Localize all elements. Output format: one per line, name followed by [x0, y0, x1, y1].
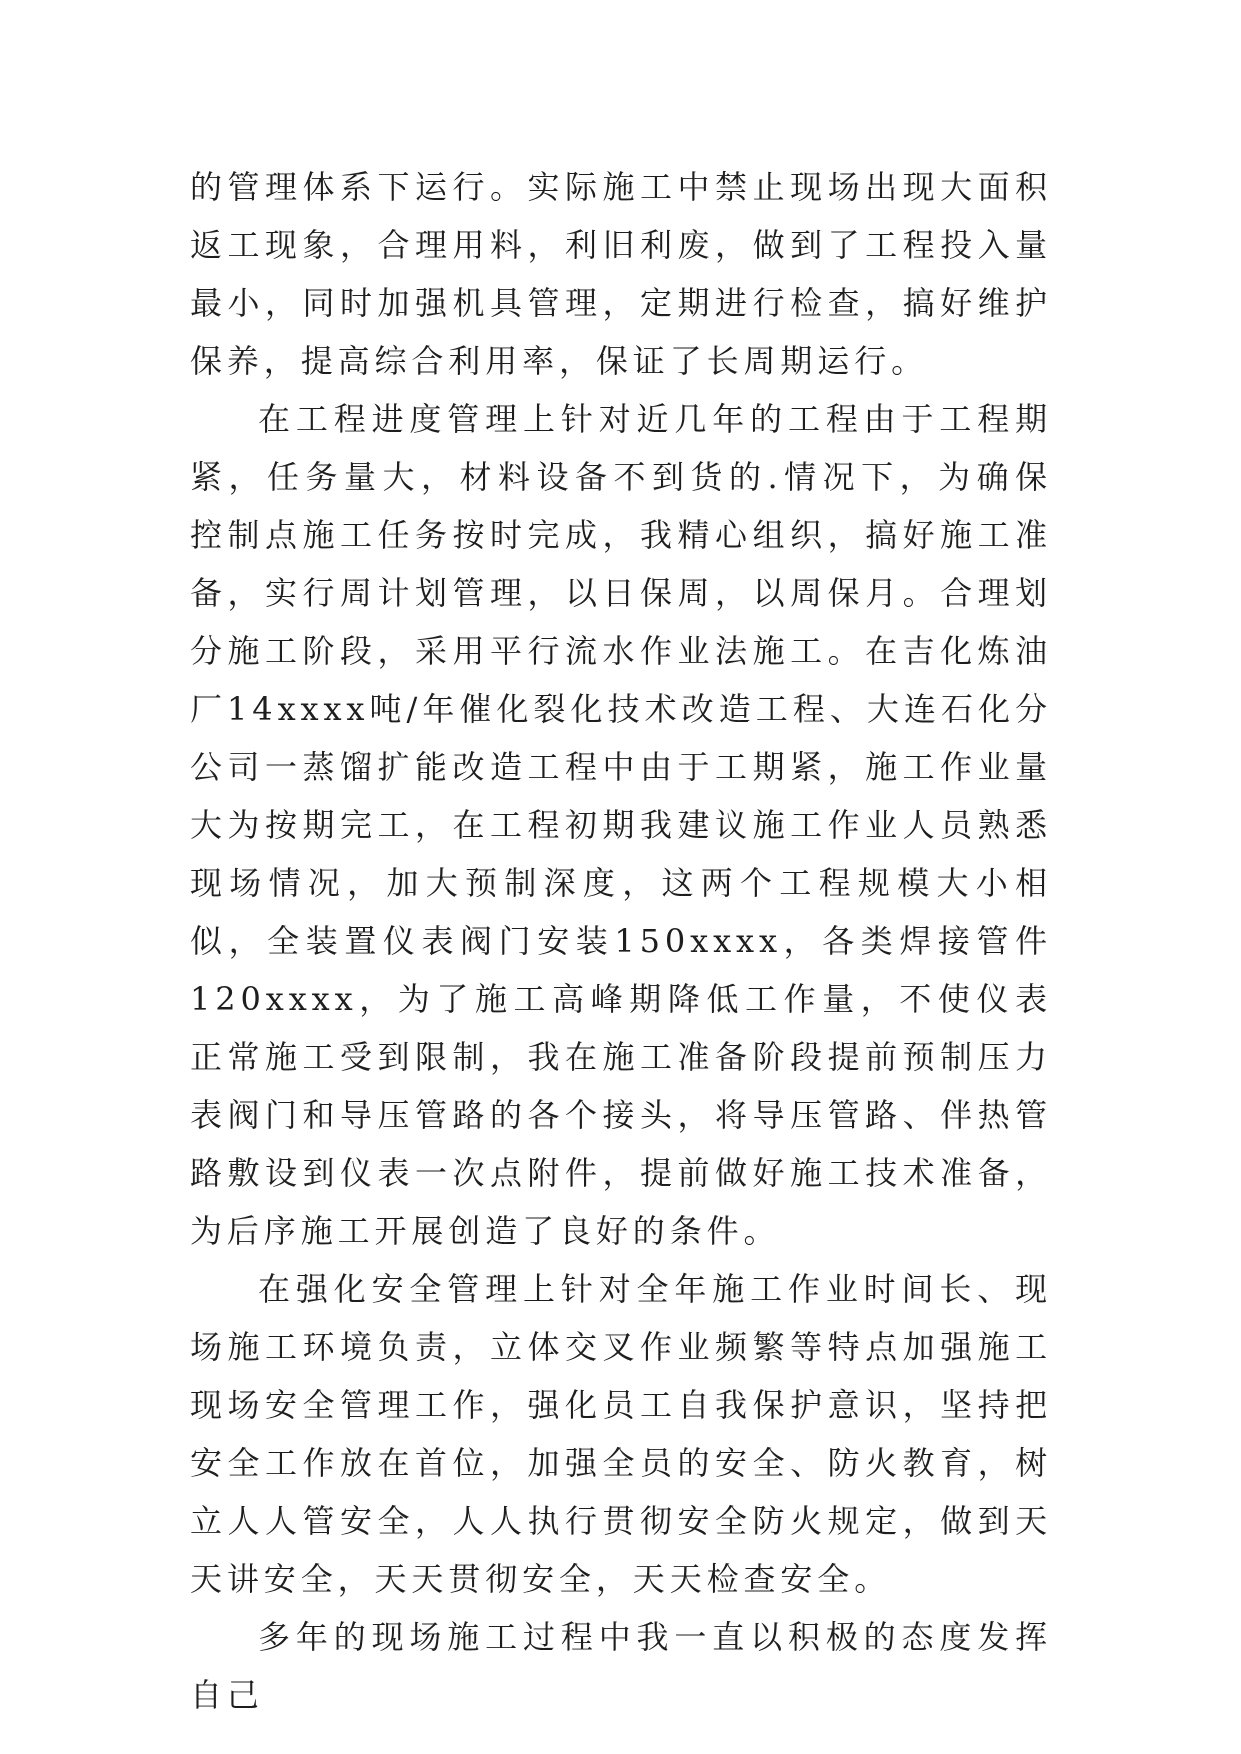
document-body [190, 158, 1052, 1724]
paragraph-1: 的管理体系下运行。实际施工中禁止现场出现大面积返工现象，合理用料，利旧利废，做到了工程投入量最小，同时加强机具管理，定期进行检查，搞好维护保养，提高综合利用率，保证了长周期运行。 [190, 168, 1052, 380]
paragraph-3: 在强化安全管理上针对全年施工作业时间长、现场施工环境负责，立体交叉作业频繁等特点加强施工现场安全管理工作，强化员工自我保护意识，坚持把安全工作放在首位，加强全员的安全、防火教育，树立人人管安全，人人执行贯彻安全防火规定，做到天天讲安全，天天贯彻安全，天天检查安全。 [190, 1270, 1052, 1598]
paragraph-2: 在工程进度管理上针对近几年的工程由于工程期紧，任务量大，材料设备不到货的.情况下，为确保控制点施工任务按时完成，我精心组织，搞好施工准备，实行周计划管理，以日保周，以周保月。合理划分施工阶段，采用平行流水作业法施工。在吉化炼油厂14xxxx吨/年催化裂化技术改造工程、大连石化分公司一蒸馏扩能改造工程中由于工期紧，施工作业量大为按期完工，在工程初期我建议施工作业人员熟悉现场情况，加大预制深度，这两个工程规模大小相似，全装置仪表阀门安装150xxxx，各类焊接管件120xxxx，为了施工高峰期降低工作量，不使仪表正常施工受到限制，我在施工准备阶段提前预制压力表阀门和导压管路的各个接头，将导压管路、伴热管路敷设到仪表一次点附件，提前做好施工技术准备，为后序施工开展创造了良好的条件。 [190, 400, 1052, 1250]
paragraph-4: 多年的现场施工过程中我一直以积极的态度发挥自己 [190, 1618, 1052, 1714]
